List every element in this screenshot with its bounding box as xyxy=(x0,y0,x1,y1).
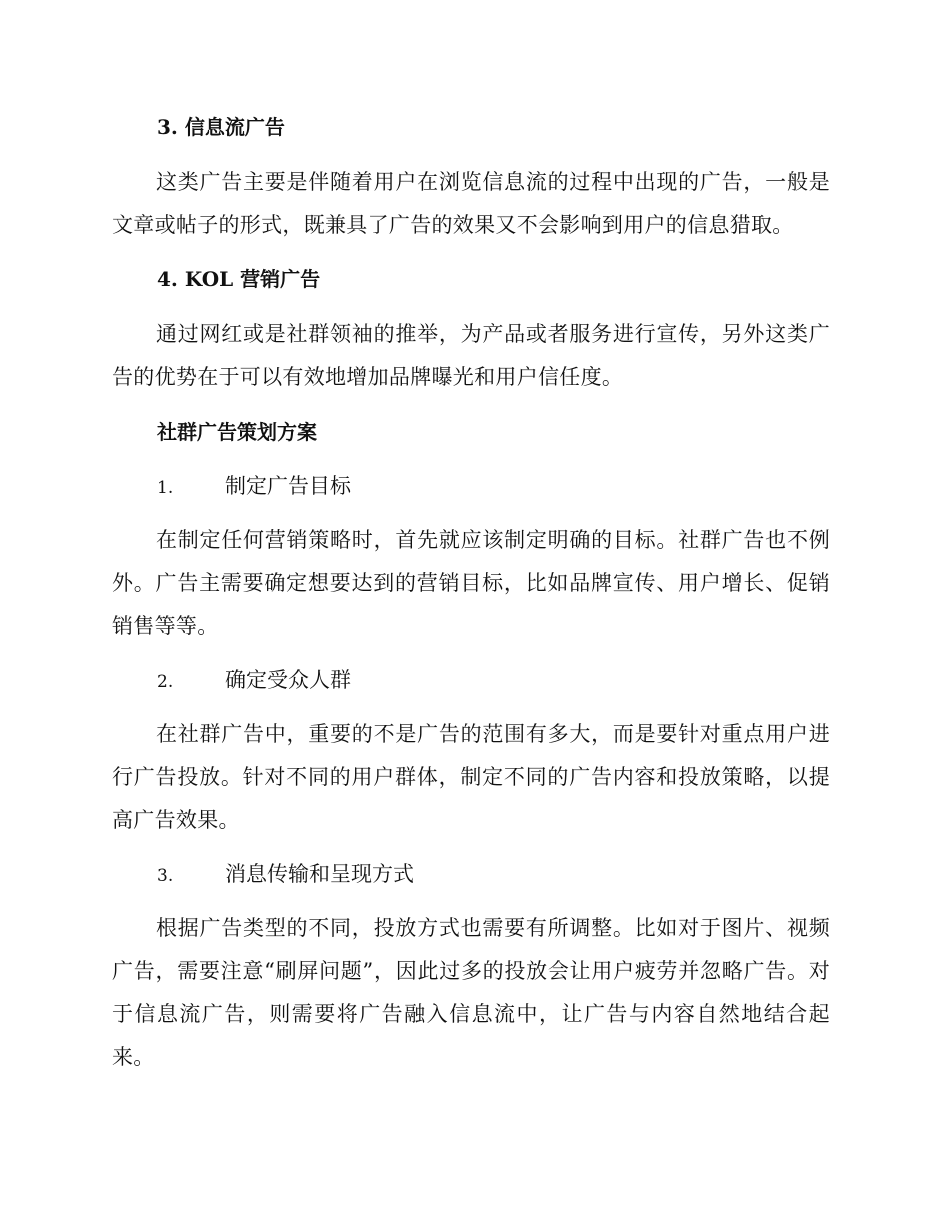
section-heading-kol-ads: 4. KOL 营销广告 xyxy=(157,267,321,291)
paragraph-kol-ads: 通过网红或是社群领袖的推举，为产品或者服务进行宣传，另外这类广告的优势在于可以有效地增加品牌曝光和用户信任度。 xyxy=(112,322,830,389)
item-number: 2. xyxy=(157,672,174,692)
section-heading-plan: 社群广告策划方案 xyxy=(157,420,317,444)
item-number: 1. xyxy=(157,478,174,498)
paragraph-goals: 在制定任何营销策略时，首先就应该制定明确的目标。社群广告也不例外。广告主需要确定想要达到的营销目标，比如品牌宣传、用户增长、促销销售等等。 xyxy=(112,528,830,638)
item-number: 3. xyxy=(157,866,174,886)
paragraph-audience: 在社群广告中，重要的不是广告的范围有多大，而是要针对重点用户进行广告投放。针对不同的用户群体，制定不同的广告内容和投放策略，以提高广告效果。 xyxy=(112,722,830,832)
item-title: 确定受众人群 xyxy=(225,668,351,692)
section-heading-feed-ads: 3. 信息流广告 xyxy=(157,115,285,139)
numbered-item-1 xyxy=(157,471,875,503)
numbered-item-2 xyxy=(157,665,875,697)
paragraph-delivery: 根据广告类型的不同，投放方式也需要有所调整。比如对于图片、视频广告，需要注意“刷屏问题”，因此过多的投放会让用户疲劳并忽略广告。对于信息流广告，则需要将广告融入信息流中，让广告与内容自然地结合起来。 xyxy=(112,916,830,1069)
item-title: 制定广告目标 xyxy=(225,474,351,498)
numbered-item-3 xyxy=(157,859,875,891)
item-title: 消息传输和呈现方式 xyxy=(225,862,414,886)
paragraph-feed-ads: 这类广告主要是伴随着用户在浏览信息流的过程中出现的广告，一般是文章或帖子的形式，既兼具了广告的效果又不会影响到用户的信息猎取。 xyxy=(112,170,830,237)
